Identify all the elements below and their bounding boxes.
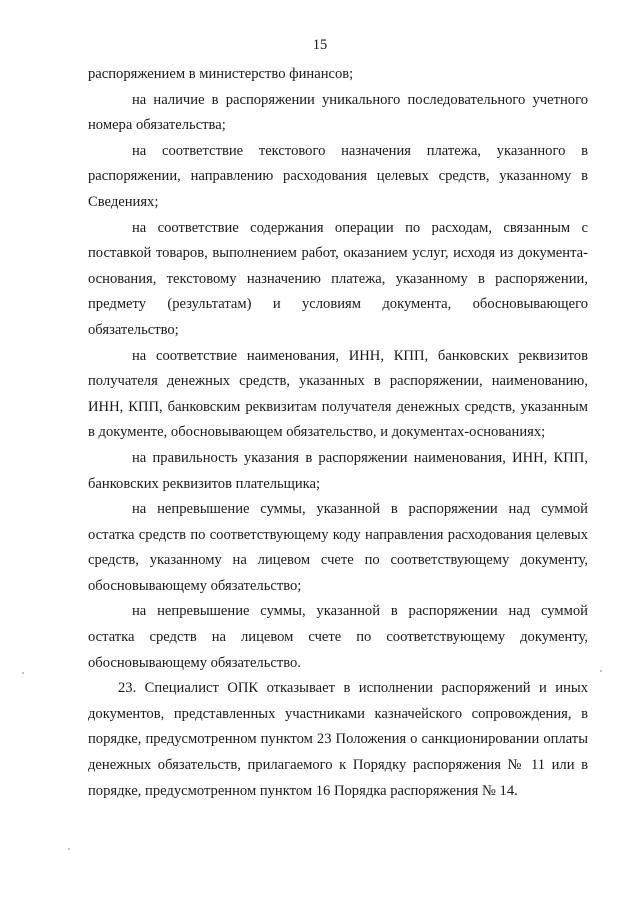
paragraph-balance-by-code: на непревышение суммы, указанной в распоряжении над суммой остатка средств по соответствующему коду направления расходования целевых средств, указанному на лицевом счете по соответствующему документу, обосновывающему обязательство;	[88, 501, 588, 594]
paragraph-obligation-number: на наличие в распоряжении уникального последовательного учетного номера обязательства;	[88, 91, 588, 134]
scan-speck	[22, 672, 24, 674]
paragraph-item-23: 23. Специалист ОПК отказывает в исполнении распоряжений и иных документов, представленных участниками казначейского сопровождения, в порядке, предусмотренном пунктом 23 Положения о санкционировании оплаты денежных обязательств, прилагаемого к Порядку распоряжения № 11 или в порядке, предусмотренном пунктом 16 Порядка распоряжения № 14.	[88, 680, 588, 799]
paragraph-operation-content: на соответствие содержания операции по расходам, связанным с поставкой товаров, выполнением работ, оказанием услуг, исходя из документа-основания, текстовому назначению платежа, указанному в распоряжении, предмету (результатам) и условиям документа, обосновывающего обязательство;	[88, 219, 588, 338]
page-number: 15	[312, 37, 328, 53]
paragraph-payment-purpose: на соответствие текстового назначения платежа, указанного в распоряжении, направлению расходования целевых средств, указанному в Сведениях;	[88, 142, 588, 210]
scan-speck	[68, 848, 70, 850]
document-body	[88, 62, 588, 804]
paragraph-continuation: распоряжением в министерство финансов;	[88, 66, 354, 82]
paragraph-recipient-details: на соответствие наименования, ИНН, КПП, банковских реквизитов получателя денежных средств, указанных в распоряжении, наименованию, ИНН, КПП, банковским реквизитам получателя денежных средств, указанным в документе, обосновывающем обязательство, и документах-основаниях;	[88, 347, 588, 441]
scan-speck	[600, 670, 602, 672]
paragraph-payer-details: на правильность указания в распоряжении наименования, ИНН, КПП, банковских реквизитов плательщика;	[88, 449, 588, 492]
paragraph-balance-account: на непревышение суммы, указанной в распоряжении над суммой остатка средств на лицевом счете по соответствующему документу, обосновывающему обязательство.	[88, 603, 588, 671]
